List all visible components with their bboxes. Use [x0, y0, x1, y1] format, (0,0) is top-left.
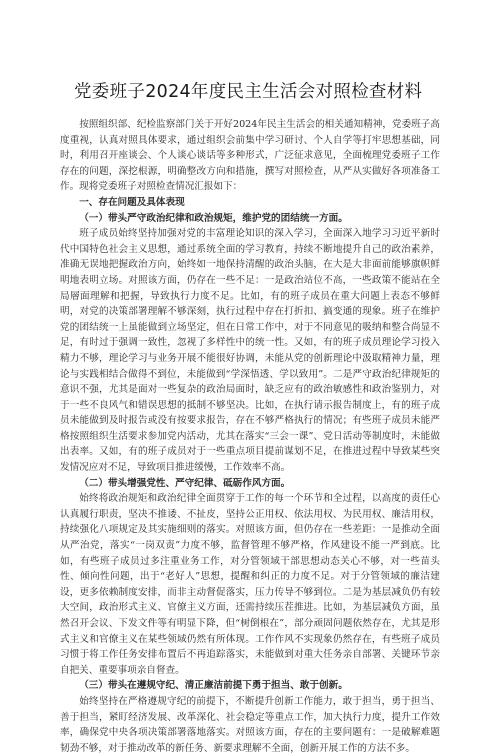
subsection-heading-3: （三）带头在遵规守纪、清正廉洁前提下勇于担当、敢于创新。	[79, 680, 348, 692]
document-title: 党委班子2024年度民主生活会对照检查材料	[74, 82, 423, 102]
subsection-heading-2: （二）带头增强党性、严守纪律、砥砺作风方面。	[79, 477, 291, 489]
document-body	[60, 117, 440, 756]
subsection-1-paragraph: 班子成员始终坚持加强对党的丰富理论知识的深入学习，全面深入地学习习近平新时代中国特色社会主义思想，通过系统全面的学习教育，持续不断地提升自己的政治素养，准确无误地把握政治方向，始终如一地保持清醒的政治头脑，在大是大非面前能够旗帜鲜明地表明立场。对照该方面，仍存在一些不足：一是政治站位不高，一些政策不能站在全局層面理解和把握，导致执行力度不足。比如，有的班子成员在重大问题上表态不够鲜明，对党的决策部署理解不够深刻，执行过程中存在打折扣、搞变通的现象。班子在维护党的团结统一上虽能做到立场坚定，但在日常工作中，对于不同意见的吸纳和整合尚显不足，有时过于强调一致性，忽视了多样性中的统一性。又如，有的班子成员理论学习投入精力不够，理论学习与业务开展不能很好协调，未能从党的创新理论中汲取精神力量，理论与实践相结合做得不到位，未能做到“学深悟透、学以致用”。二是严守政治纪律规矩的意识不强，尤其是面对一些复杂的政治局面时，缺乏应有的政治敏感性和政治鉴别力，对于一些不良风气和错误思想的抵制不够坚决。比如，在执行请示报告制度上，有的班子成员未能做到及时报告或没有按要求报告，存在不够严格执行的情况；有些班子成员未能严格按照组织生活要求参加党内活动，尤其在落实“三会一课”、党日活动等制度时，未能做出表率。又如，有的班子成员对于一些重点项目提前谋划不足，在推进过程中导致某些突发情况应对不足，导致项目推进缓慢，工作效率不高。	[60, 228, 440, 474]
subsection-3-paragraph: 始终坚持在严格遵规守纪的前提下，不断提升创新工作能力，敢于担当，勇于担当、善于担当，紧盯经济发展、改革深化、社会稳定等重点工作，加大执行力度，提升工作效率，确保党中央各项决策部署落地落实。对照该方面，存在的主要问题有：一是破解难题韧劲不够，对于推动改革的新任务、新要求理解不全面，创新开展工作的方法不多。	[60, 695, 440, 754]
intro-paragraph: 按照组织部、纪检监察部门关于开好2024年民主生活会的相关通知精神，党委班子高度重视，认真对照具体要求，通过组织会前集中学习研讨、个人自学等打牢思想基础，同时，利用召开座谈会、个人谈心谈话等多种形式，广泛征求意见，全面梳理党委班子工作存在的问题，深挖根源，明确整改方向和措施，撰写对照检查，从严从实做好各项准备工作。现将党委班子对照检查情况汇报如下：	[60, 119, 440, 193]
section-heading-issues: 一、存在问题及具体表现	[79, 196, 185, 208]
subsection-heading-1: （一）带头严守政治纪律和政治规矩，维护党的团结统一方面。	[79, 212, 348, 224]
subsection-2-paragraph: 始终将政治规矩和政治纪律全面贯穿于工作的每一个环节和全过程，以高度的责任心认真履行职责，坚决不推诿、不扯皮，坚持公正用权、依法用权、为民用权、廉洁用权，持续强化八项规定及其实施细则的落实。对照该方面，但仍存在一些差距：一是推动全面从严治党，落实“一岗双责”力度不够，监督管理不够严格，作风建设不能一严到底。比如，有些班子成员过多注重业务工作，对分管领域干部思想动态关心不够，对一些苗头性、倾向性问题，出于“老好人”思想，提醒和纠正的力度不足。对于分管领域的廉洁建设，更多依赖制度安排，而非主动督促落实，压力传导不够到位。二是为基层减负仍有较大空间，政治形式主义、官僚主义方面，还需持续压茬推进。比如，为基层减负方面，虽然召开会议、下发文件等有明显下降，但“树倒根在”，部分顽固问题依然存在，尤其是形式主义和官僚主义在某些领域仍然有所体现。工作作风不实现象仍然存在，有些班子成员习惯于将工作任务安排布置后不再追踪落实，未能做到对重大任务亲自部署、关键环节亲自把关、重要事项亲自督查。	[60, 493, 440, 676]
